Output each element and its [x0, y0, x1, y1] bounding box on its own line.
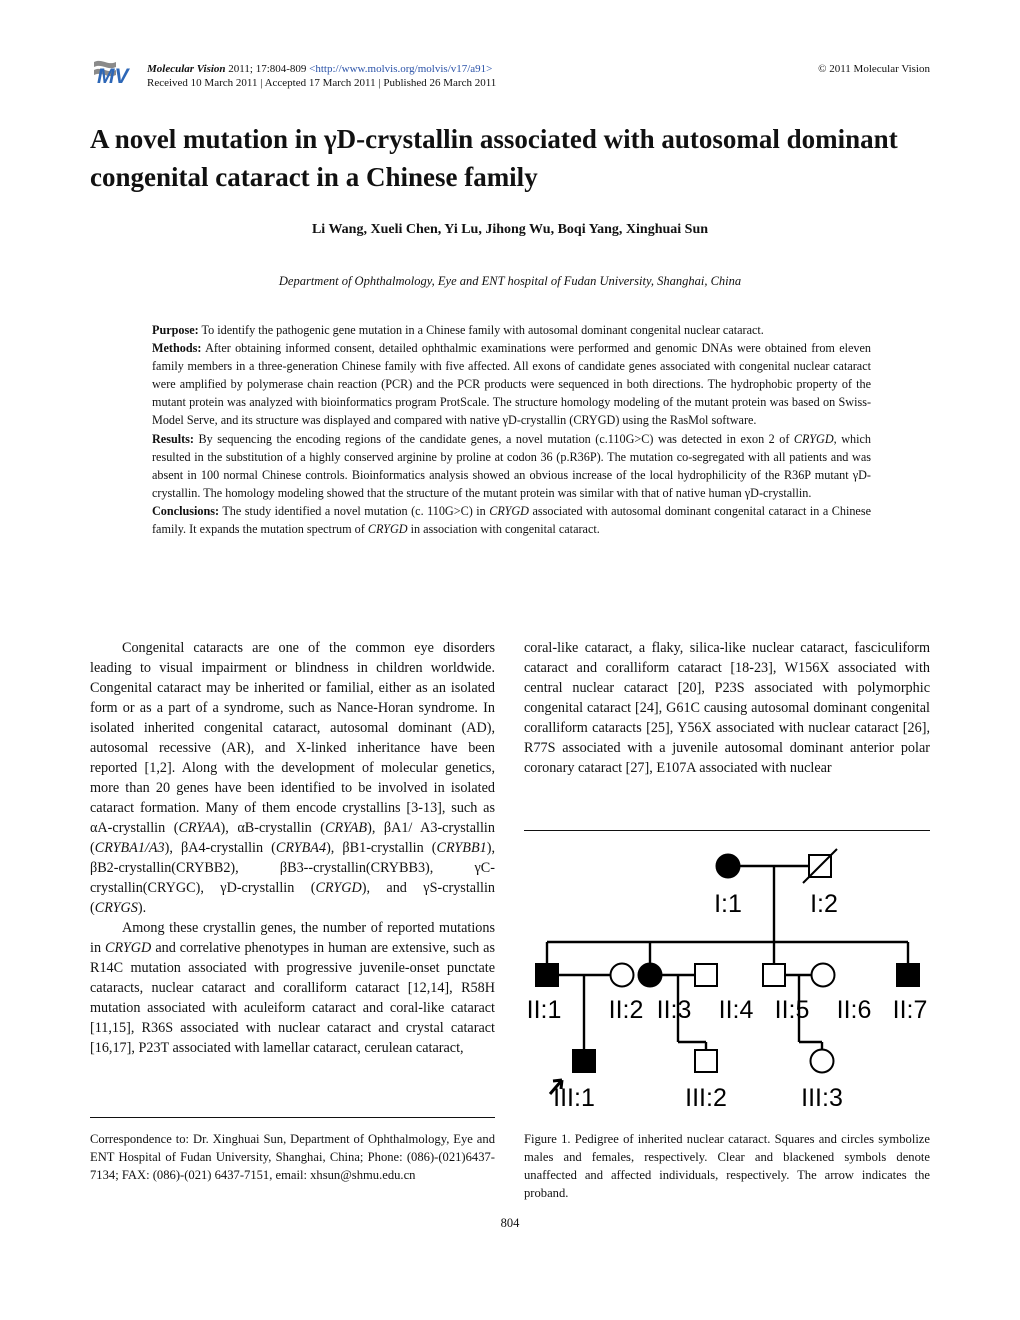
journal-logo — [90, 56, 140, 90]
conclusions-text: The study identified a novel mutation (c. 110G>C) in — [219, 503, 490, 518]
journal-citation-line — [147, 62, 707, 77]
footnote-divider — [90, 1117, 495, 1118]
pedigree-label-ii-3: II:3 — [656, 996, 692, 1024]
body-right-column — [524, 638, 930, 778]
pedigree-label-ii-1: II:1 — [526, 996, 562, 1024]
gene-name: CRYGD — [489, 503, 529, 518]
pedigree-label-iii-2: III:2 — [685, 1084, 727, 1112]
male-symbol-ii-5 — [763, 964, 785, 986]
pedigree-label-ii-2: II:2 — [608, 996, 644, 1024]
female-symbol-ii-2 — [611, 964, 634, 987]
body-left-column — [90, 638, 495, 1058]
publication-dates: Received 10 March 2011 | Accepted 17 March 2011 | Published 26 March 2011 — [147, 77, 497, 89]
body-paragraph-1: Congenital cataracts are one of the common eye disorders leading to visual impairment or blindness in children worldwide. Congenital cataract may be inherited or familial, either as an isolated form or as a part of a syndrome, such as Nance-Horan syndrome. In isolated inherited congenital cataract, autosomal dominant (AD), autosomal recessive (AR), and X-linked inheritance have been reported [1,2]. Along with the development of molecular genetics, more than 20 genes have been identified to be involved in isolated cataract formation. Many of them encode crystallins [3-13], such as αA-crystallin (CRYAA), αB-crystallin (CRYAB), βA1/ A3-crystallin (CRYBA1/A3), βA4-crystallin (CRYBA4), βB1-crystallin (CRYBB1), βB2-crystallin(CRYBB2), βB3--crystallin(CRYBB3), γC-crystallin(CRYGC), γD-crystallin (CRYGD), and γS-crystallin (CRYGS). — [90, 640, 496, 916]
abstract-purpose — [152, 321, 871, 339]
results-label: Results: — [152, 431, 194, 446]
affiliation: Department of Ophthalmology, Eye and ENT hospital of Fudan University, Shanghai, China — [278, 274, 742, 288]
abstract-methods — [152, 339, 871, 429]
pedigree-label-iii-3: III:3 — [801, 1084, 843, 1112]
pedigree-symbols — [536, 849, 919, 1094]
journal-url-link[interactable]: <http://www.molvis.org/molvis/v17/a91> — [309, 63, 493, 75]
pedigree-label-ii-4: II:4 — [718, 996, 754, 1024]
pedigree-label-i-2: I:2 — [810, 890, 838, 918]
female-symbol-i-1 — [717, 855, 740, 878]
gene-name: CRYGD — [315, 880, 362, 896]
logo-text: MV — [97, 65, 129, 88]
pedigree-label-ii-6: II:6 — [836, 996, 872, 1024]
pedigree-label-ii-5: II:5 — [774, 996, 810, 1024]
gene-name: CRYGD — [793, 431, 834, 446]
copyright-notice: © 2011 Molecular Vision — [818, 63, 930, 75]
gene-name: CRYBA1/A3 — [94, 840, 165, 856]
correspondence-footnote: Correspondence to: Dr. Xinghuai Sun, Department of Ophthalmology, Eye and ENT Hospital of Fudan University, Shanghai, China; Phone: (086)-(021)6437-7134; FAX: (086)-(021) 6437-7151, email: xhsun@shmu.edu.cn — [90, 1132, 495, 1182]
gene-name: CRYGS — [94, 900, 138, 916]
pedigree-label-i-1: I:1 — [714, 890, 742, 918]
gene-name: CRYGD — [367, 522, 408, 537]
purpose-text: To identify the pathogenic gene mutation in a Chinese family with autosomal dominant congenital nuclear cataract. — [198, 323, 764, 337]
methods-text: After obtaining informed consent, detailed ophthalmic examinations were performed and genomic DNAs were obtained from eleven family members in a three-generation Chinese family with five affected. All exons of candidate genes associated with congenital nuclear cataract were amplified by polymerase chain reaction (PCR) and the PCR products were sequenced in both directions. The hydrophobic property of the mutant protein was analyzed with bioinformatics program ProtScale. The structure homology modeling of the mutant protein was based on Swiss-Model Serve, and its structure was displayed and compared with native γD-crystallin (CRYGD) using the RasMol software. — [152, 341, 871, 428]
gene-name: CRYAA — [178, 820, 221, 836]
pedigree-label-iii-1: III:1 — [553, 1084, 595, 1112]
pedigree-labels — [527, 890, 928, 1112]
male-symbol-iii-1 — [573, 1050, 595, 1072]
methods-label: Methods: — [152, 341, 202, 356]
gene-name: CRYBB1 — [436, 840, 487, 856]
conclusions-text: associated with autosomal dominant congenital cataract in a Chinese family. It expands the mutation spectrum of — [152, 503, 871, 537]
pedigree-label-ii-7: II:7 — [892, 996, 928, 1024]
conclusions-text: in association with congenital cataract. — [407, 522, 600, 537]
body-paragraph-2: Among these crystallin genes, the number of reported mutations in CRYGD and correlative phenotypes in human are extensive, such as R14C mutation associated with progressive juvenile-onset punctate cataracts, nuclear cataract and coralliform cataract [12,14], R58H mutation associated with aculeiform cataract and coral-like cataract [11,15], R36S associated with nuclear cataract and crystal cataract [16,17], P23T associated with lamellar cataract, cerulean cataract, — [90, 920, 495, 1056]
body-paragraph-3: coral-like cataract, a flaky, silica-like nuclear cataract, fasciculiform cataract and coralliform cataract [18-23], W156X associated with central nuclear cataract [20], P23S associated with polymorphic congenital cataract [24], G61C causing autosomal dominant congenital coralliform cataracts [25], Y56X associated with nuclear cataract [26], R77S associated with a juvenile autosomal dominant anterior polar coronary cataract [27], E107A associated with nuclear — [524, 640, 930, 776]
male-symbol-iii-2 — [695, 1050, 717, 1072]
figure-divider — [524, 830, 930, 831]
female-symbol-ii-3 — [639, 964, 662, 987]
page-number: 804 — [500, 1216, 520, 1230]
gene-name: CRYGD — [105, 940, 152, 956]
results-text: , which resulted in the substitution of a highly conserved arginine by proline at codon 36 (p.R36P). The mutation co-segregated with all patients and was absent in 100 normal Chinese controls. Bioinformatics analysis showed an obvious increase of the local hydrophilicity of the R36P mutant γD-crystallin. The homology modeling showed that the structure of the mutant protein was similar with that of native human γD-crystallin. — [152, 431, 871, 500]
author-list: Li Wang, Xueli Chen, Yi Lu, Jihong Wu, Boqi Yang, Xinghuai Sun — [311, 222, 709, 237]
gene-name: CRYBA4 — [275, 840, 327, 856]
conclusions-label: Conclusions: — [152, 503, 220, 518]
pedigree-figure — [524, 844, 930, 1116]
journal-citation: 2011; 17:804-809 — [225, 63, 310, 75]
male-symbol-ii-7 — [897, 964, 919, 986]
female-symbol-ii-6 — [812, 964, 835, 987]
pedigree-chart — [524, 844, 930, 1116]
abstract — [152, 321, 871, 538]
journal-name: Molecular Vision — [147, 63, 226, 75]
male-symbol-ii-1 — [536, 964, 558, 986]
abstract-conclusions — [152, 502, 871, 538]
figure-caption: Figure 1. Pedigree of inherited nuclear cataract. Squares and circles symbolize males and females, respectively. Clear and blackened symbols denote unaffected and affected individuals, respectively. The arrow indicates the proband. — [524, 1132, 930, 1200]
abstract-results — [152, 430, 871, 502]
results-text: By sequencing the encoding regions of the candidate genes, a novel mutation (c.110G>C) was detected in exon 2 of — [193, 431, 794, 446]
purpose-label: Purpose: — [152, 323, 199, 337]
female-symbol-iii-3 — [811, 1050, 834, 1073]
male-symbol-ii-4 — [695, 964, 717, 986]
gene-name: CRYAB — [324, 820, 368, 836]
article-title: A novel mutation in γD-crystallin associated with autosomal dominant congenital cataract in a Chinese family — [90, 124, 898, 192]
